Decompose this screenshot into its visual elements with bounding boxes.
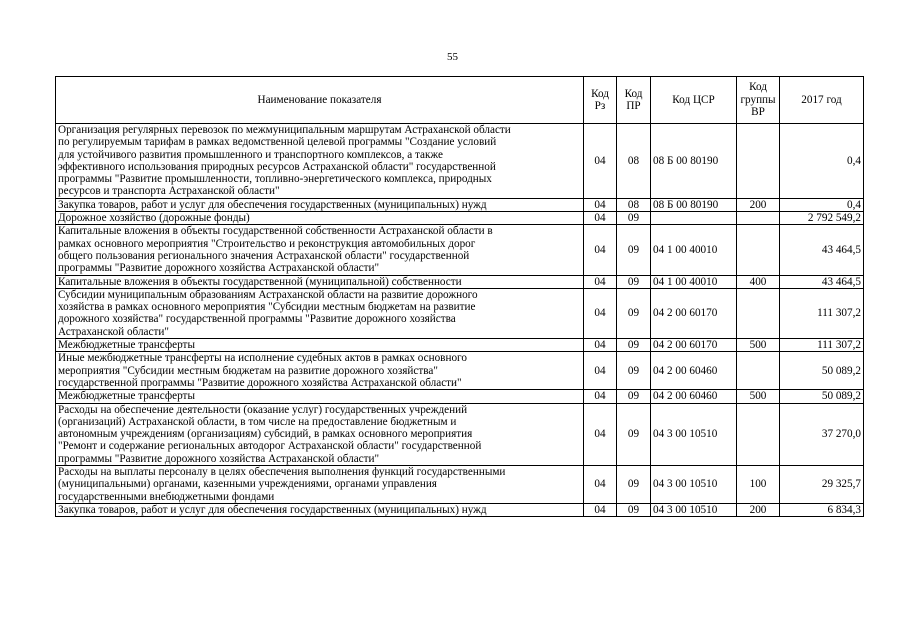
header-vr-line: Код xyxy=(749,81,767,94)
table-row xyxy=(56,212,864,225)
row-name xyxy=(56,339,584,352)
row-name xyxy=(56,288,584,338)
row-csr: 04 2 00 60170 xyxy=(651,288,737,338)
row-amount: 0,4 xyxy=(780,124,864,199)
row-name-line: программы "Развитие дорожного хозяйства Астраханской области" xyxy=(58,262,380,275)
row-name-line: Иные межбюджетные трансферты на исполнение судебных актов в рамках основного xyxy=(58,352,467,365)
row-amount: 43 464,5 xyxy=(780,225,864,275)
row-name xyxy=(56,403,584,465)
row-name-line: Расходы на выплаты персоналу в целях обеспечения выполнения функций государственными xyxy=(58,466,506,479)
row-rz: 04 xyxy=(584,466,617,504)
row-pr: 09 xyxy=(617,466,651,504)
header-vr-line: группы xyxy=(740,93,776,106)
row-vr: 500 xyxy=(737,390,780,403)
row-csr: 04 3 00 10510 xyxy=(651,466,737,504)
row-pr: 09 xyxy=(617,275,651,288)
table-row xyxy=(56,124,864,199)
row-rz: 04 xyxy=(584,198,617,211)
row-name-line: мероприятия "Субсидии местным бюджетам на развитие дорожного хозяйства" xyxy=(58,364,438,377)
row-vr xyxy=(737,288,780,338)
row-csr: 04 1 00 40010 xyxy=(651,275,737,288)
row-csr: 04 1 00 40010 xyxy=(651,225,737,275)
row-rz: 04 xyxy=(584,275,617,288)
page-number: 55 xyxy=(447,51,458,63)
row-amount: 111 307,2 xyxy=(780,339,864,352)
row-rz: 04 xyxy=(584,212,617,225)
row-rz: 04 xyxy=(584,124,617,199)
header-pr xyxy=(617,77,651,124)
header-rz-line: Код xyxy=(591,87,609,100)
row-pr: 09 xyxy=(617,503,651,516)
row-name xyxy=(56,198,584,211)
row-name-line: программы "Развитие дорожного хозяйства Астраханской области" xyxy=(58,452,380,465)
row-vr: 500 xyxy=(737,339,780,352)
row-name xyxy=(56,124,584,199)
row-rz: 04 xyxy=(584,352,617,390)
header-rz xyxy=(584,77,617,124)
row-name-line: Организация регулярных перевозок по межмуниципальным маршрутам Астраханской области xyxy=(58,124,511,136)
table-header-row xyxy=(56,77,864,124)
table-row xyxy=(56,466,864,504)
row-rz: 04 xyxy=(584,288,617,338)
table-row xyxy=(56,288,864,338)
row-name-line: Дорожное хозяйство (дорожные фонды) xyxy=(58,212,250,225)
row-pr: 09 xyxy=(617,339,651,352)
row-amount: 2 792 549,2 xyxy=(780,212,864,225)
row-pr: 08 xyxy=(617,198,651,211)
row-name-line: (организаций) Астраханской области, в том числе на предоставление бюджетным и xyxy=(58,415,457,428)
row-name-line: автономным учреждениям (организациям) субсидий, в рамках основного мероприятия xyxy=(58,428,473,441)
row-pr: 09 xyxy=(617,212,651,225)
row-vr xyxy=(737,225,780,275)
row-name-line: Расходы на обеспечение деятельности (оказание услуг) государственных учреждений xyxy=(58,403,468,416)
table-row xyxy=(56,198,864,211)
row-vr xyxy=(737,124,780,199)
row-vr xyxy=(737,212,780,225)
row-name-line: Закупка товаров, работ и услуг для обеспечения государственных (муниципальных) нужд xyxy=(58,198,487,211)
row-name-line: эффективного использования природных ресурсов Астраханской области" государственной xyxy=(58,160,496,173)
row-rz: 04 xyxy=(584,339,617,352)
row-rz: 04 xyxy=(584,403,617,465)
row-name xyxy=(56,212,584,225)
row-csr: 04 2 00 60460 xyxy=(651,390,737,403)
row-name-line: "Ремонт и содержание региональных автодорог Астраханской области" государственной xyxy=(58,440,482,453)
row-name xyxy=(56,503,584,516)
row-csr xyxy=(651,212,737,225)
row-amount: 29 325,7 xyxy=(780,466,864,504)
row-csr: 04 3 00 10510 xyxy=(651,403,737,465)
header-csr: Код ЦСР xyxy=(651,77,737,124)
header-vr xyxy=(737,77,780,124)
row-name-line: Межбюджетные трансферты xyxy=(58,390,195,403)
header-pr-line: Код xyxy=(624,87,643,100)
row-csr: 04 2 00 60170 xyxy=(651,339,737,352)
row-vr: 200 xyxy=(737,503,780,516)
budget-table xyxy=(55,76,864,517)
row-amount: 50 089,2 xyxy=(780,352,864,390)
row-name xyxy=(56,225,584,275)
row-vr xyxy=(737,403,780,465)
row-name-line: государственной программы "Развитие дорожного хозяйства Астраханской области" xyxy=(58,376,462,389)
row-name xyxy=(56,466,584,504)
header-year: 2017 год xyxy=(780,77,864,124)
row-amount: 111 307,2 xyxy=(780,288,864,338)
table-row xyxy=(56,352,864,390)
row-amount: 0,4 xyxy=(780,198,864,211)
row-name-line: Субсидии муниципальным образованиям Астраханской области на развитие дорожного xyxy=(58,288,478,301)
row-pr: 09 xyxy=(617,225,651,275)
row-name-line: Капитальные вложения в объекты государственной (муниципальной) собственности xyxy=(58,275,462,288)
row-csr: 04 2 00 60460 xyxy=(651,352,737,390)
row-name xyxy=(56,352,584,390)
table-row xyxy=(56,275,864,288)
row-name-line: для устойчивого развития промышленного и транспортного комплексов, а также xyxy=(58,148,443,161)
row-rz: 04 xyxy=(584,390,617,403)
row-name-line: (муниципальными) органами, казенными учреждениями, органами управления xyxy=(58,478,437,491)
row-vr: 200 xyxy=(737,198,780,211)
table-row xyxy=(56,403,864,465)
row-name-line: Межбюджетные трансферты xyxy=(58,339,195,352)
row-name-line: Астраханской области" xyxy=(58,325,169,338)
row-vr: 400 xyxy=(737,275,780,288)
row-name-line: Закупка товаров, работ и услуг для обеспечения государственных (муниципальных) нужд xyxy=(58,503,487,516)
row-name-line: ресурсов и транспорта Астраханской области" xyxy=(58,185,280,198)
row-pr: 09 xyxy=(617,403,651,465)
table-row xyxy=(56,339,864,352)
row-pr: 08 xyxy=(617,124,651,199)
row-name-line: государственными внебюджетными фондами xyxy=(58,490,275,503)
row-pr: 09 xyxy=(617,390,651,403)
row-name-line: программы "Развитие промышленности, топливно-энергетического комплекса, природных xyxy=(58,173,492,186)
row-name xyxy=(56,275,584,288)
table-row xyxy=(56,390,864,403)
row-rz: 04 xyxy=(584,503,617,516)
header-pr-line: ПР xyxy=(626,100,641,112)
row-amount: 50 089,2 xyxy=(780,390,864,403)
row-name-line: рамках основного мероприятия "Строительство и реконструкция автомобильных дорог xyxy=(58,237,476,250)
row-vr: 100 xyxy=(737,466,780,504)
row-name-line: по регулируемым тарифам в рамках ведомственной целевой программы "Создание условий xyxy=(58,136,497,149)
row-vr xyxy=(737,352,780,390)
table-row xyxy=(56,225,864,275)
row-amount: 37 270,0 xyxy=(780,403,864,465)
row-csr: 04 3 00 10510 xyxy=(651,503,737,516)
row-name-line: общего пользования регионального значения Астраханской области" государственной xyxy=(58,249,470,262)
row-pr: 09 xyxy=(617,288,651,338)
row-amount: 43 464,5 xyxy=(780,275,864,288)
row-name-line: дорожного хозяйства" государственной программы "Развитие дорожного хозяйства xyxy=(58,313,456,326)
row-amount: 6 834,3 xyxy=(780,503,864,516)
header-rz-line: Рз xyxy=(594,100,606,112)
row-name-line: хозяйства в рамках основного мероприятия "Субсидии местным бюджетам на развитие xyxy=(58,301,476,314)
row-csr: 08 Б 00 80190 xyxy=(651,124,737,199)
header-vr-line: ВР xyxy=(751,106,765,119)
header-name: Наименование показателя xyxy=(56,77,584,124)
row-pr: 09 xyxy=(617,352,651,390)
row-rz: 04 xyxy=(584,225,617,275)
row-name xyxy=(56,390,584,403)
row-csr: 08 Б 00 80190 xyxy=(651,198,737,211)
table-row xyxy=(56,503,864,516)
row-name-line: Капитальные вложения в объекты государственной собственности Астраханской области в xyxy=(58,225,493,238)
